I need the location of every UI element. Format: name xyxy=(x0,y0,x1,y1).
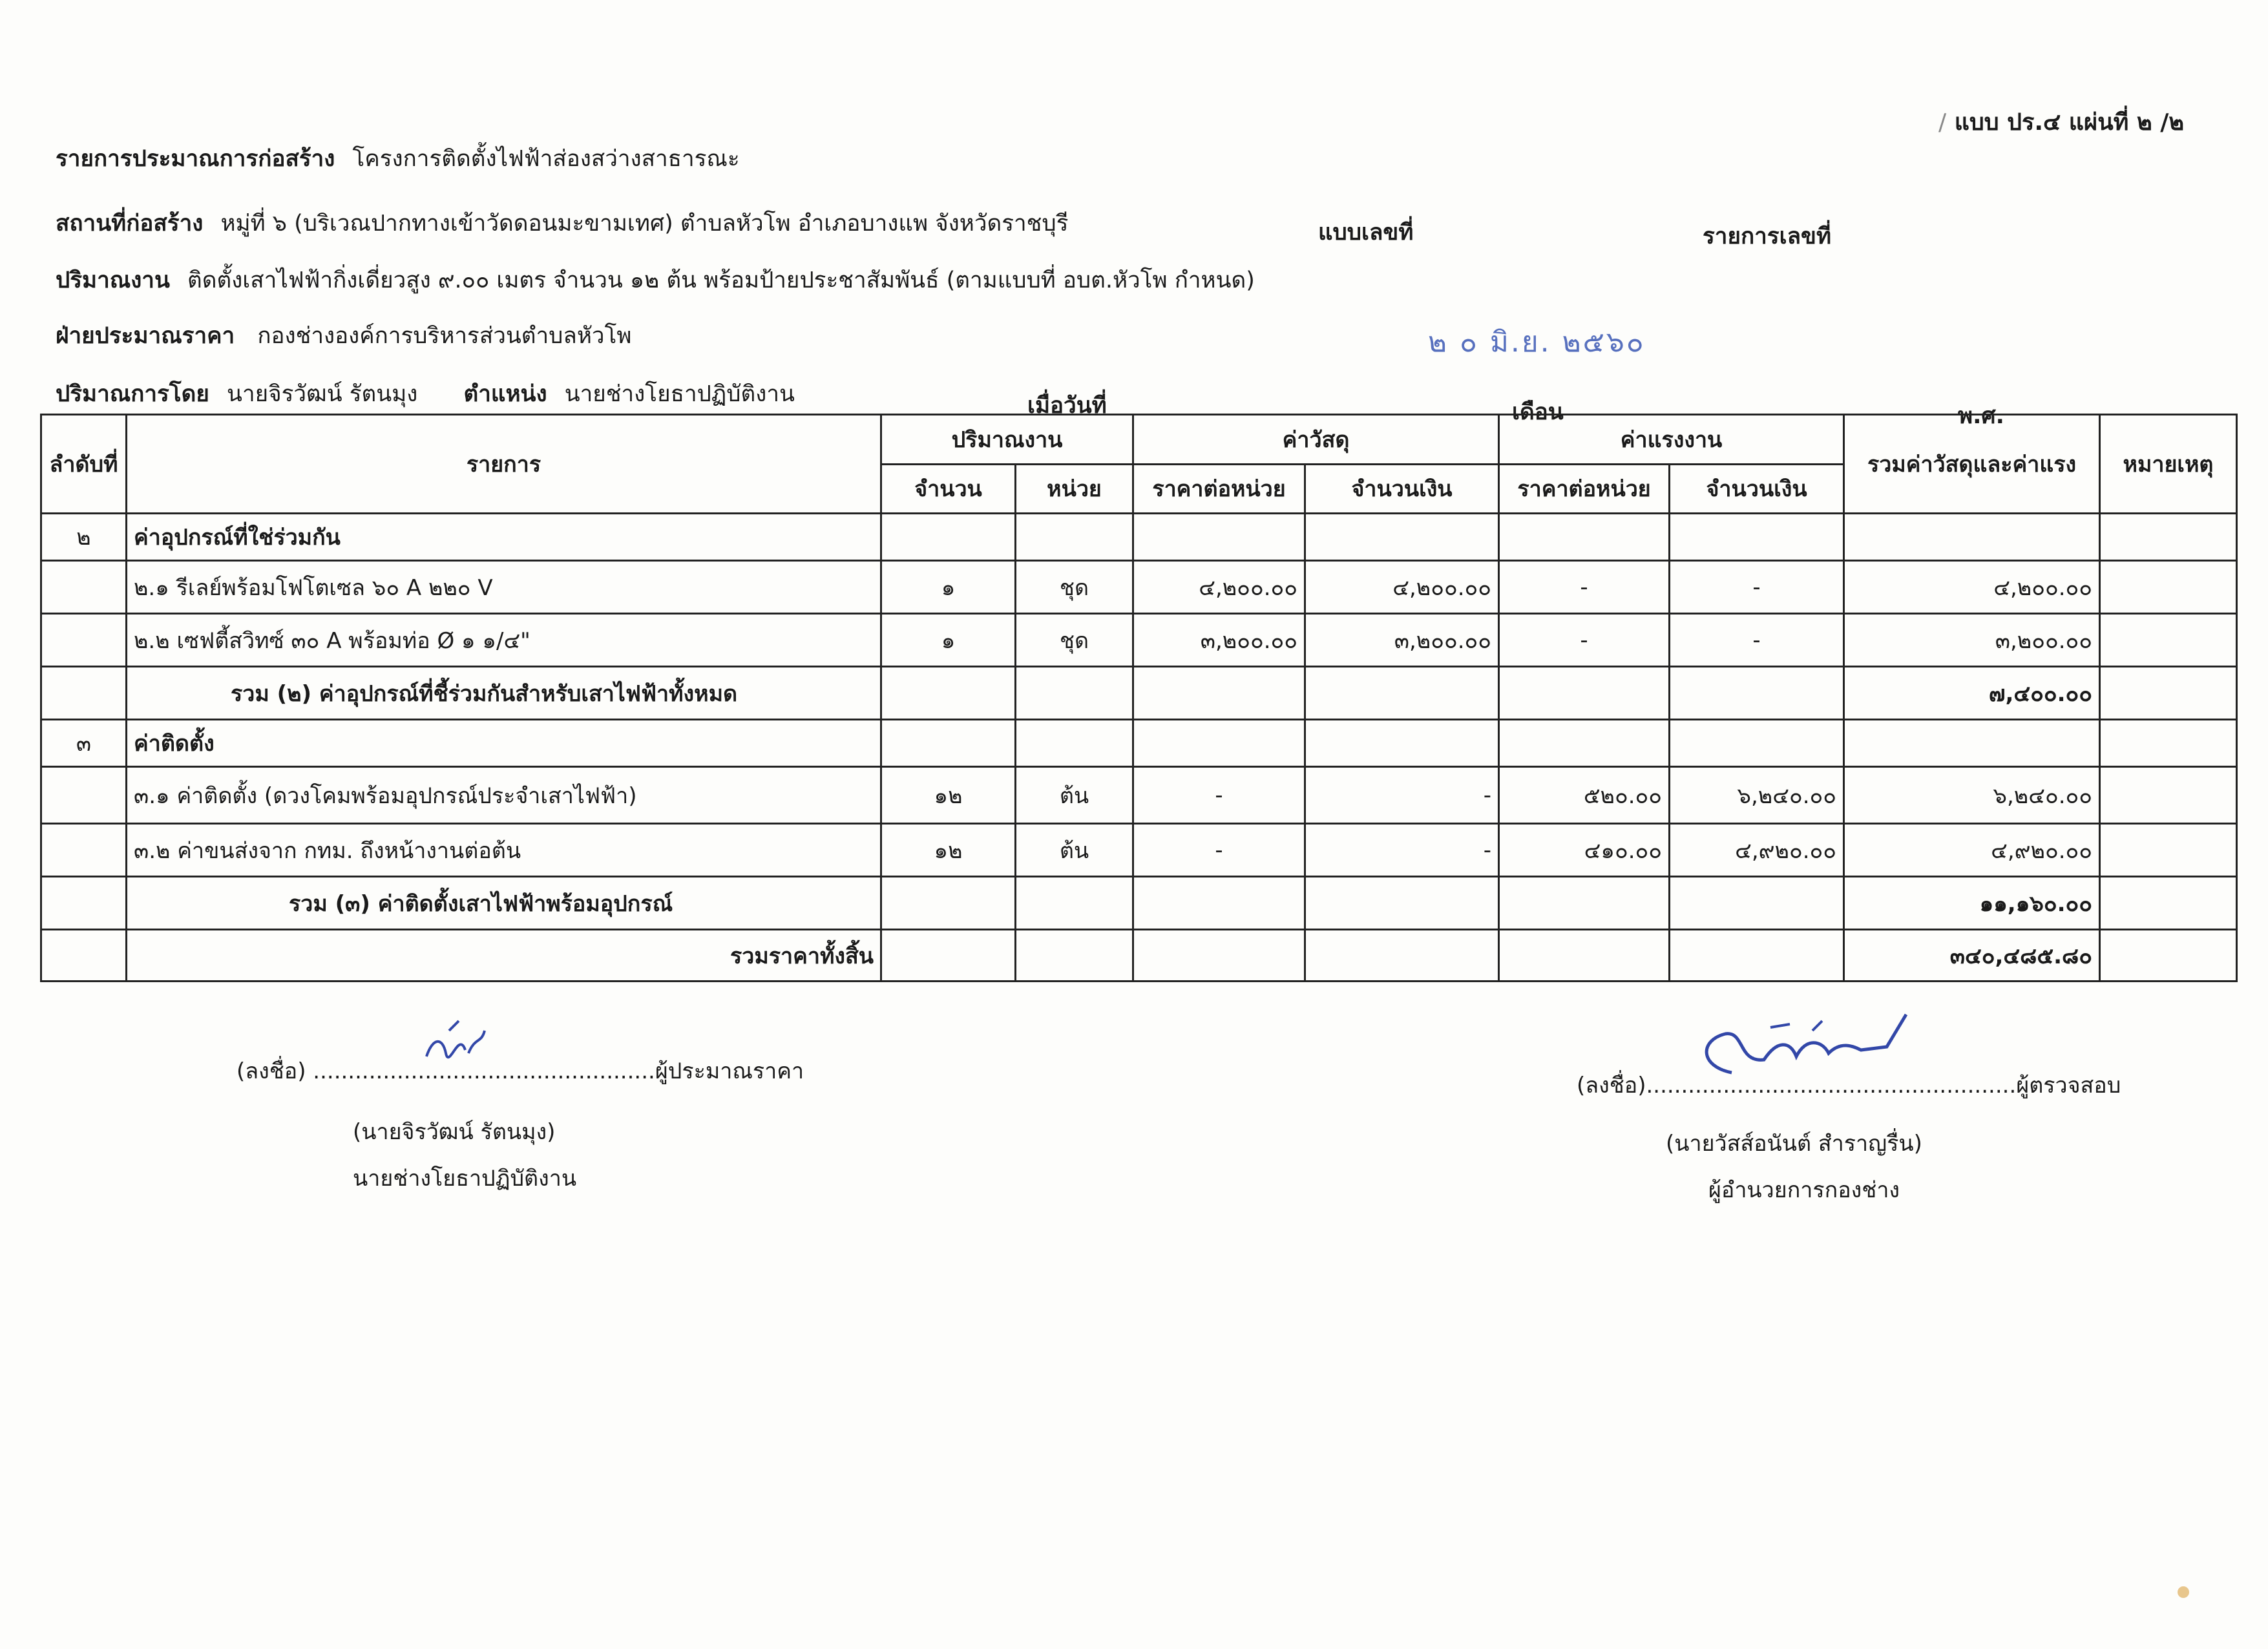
row-remark xyxy=(2100,514,2237,561)
row-unit xyxy=(1016,720,1133,767)
row-seq: ๓ xyxy=(41,720,127,767)
right-signer-position: ผู้อำนวยการกองช่าง xyxy=(1708,1177,1900,1203)
labor-group-header: ค่าแรงงาน xyxy=(1499,415,1844,465)
row-qty xyxy=(881,667,1016,720)
right-sign-role: ผู้ตรวจสอบ xyxy=(2016,1073,2121,1098)
row-mat-amount xyxy=(1305,930,1499,982)
row-total: ๗,๔๐๐.๐๐ xyxy=(1844,667,2100,720)
row-mat-amount: - xyxy=(1305,767,1499,824)
quantity-value: ติดตั้งเสาไฟฟ้ากิ่งเดี่ยวสูง ๙.๐๐ เมตร จำนวน ๑๒ ต้น พร้อมป้ายประชาสัมพันธ์ (ตามแบบที่ อบต.หัวโพ กำหนด) xyxy=(187,268,1255,293)
right-handwritten-signature xyxy=(1693,1002,1913,1086)
project-line xyxy=(56,141,740,176)
row-lab-price: - xyxy=(1499,561,1670,614)
position-label: ตำแหน่ง xyxy=(463,381,547,407)
col-remark-header: หมายเหตุ xyxy=(2100,415,2237,514)
col-unit-header: หน่วย xyxy=(1016,464,1133,514)
estimator-dept-value: กองช่างองค์การบริหารส่วนตำบลหัวโพ xyxy=(257,323,632,349)
site-value: หมู่ที่ ๖ (บริเวณปากทางเข้าวัดดอนมะขามเทศ) ตำบลหัวโพ อำเภอบางแพ จังหวัดราชบุรี xyxy=(220,211,1069,236)
form-code-text: แบบ ปร.๔ แผ่นที่ ๒ /๒ xyxy=(1954,109,2185,136)
row-unit: ต้น xyxy=(1016,824,1133,877)
row-lab-price xyxy=(1499,667,1670,720)
row-qty: ๑ xyxy=(881,614,1016,667)
row-item: รวม (๓) ค่าติดตั้งเสาไฟฟ้าพร้อมอุปกรณ์ xyxy=(127,877,881,930)
row-item: ค่าติดตั้ง xyxy=(127,720,881,767)
left-sign-prefix: (ลงชื่อ) ................................................. xyxy=(236,1058,655,1084)
estimator-dept-line xyxy=(56,318,631,353)
row-total: ๖,๒๔๐.๐๐ xyxy=(1844,767,2100,824)
row-qty xyxy=(881,514,1016,561)
date-stamp: ๒ ๐ มิ.ย. ๒๕๖๐ xyxy=(1428,326,1646,359)
row-seq xyxy=(41,667,127,720)
row-remark xyxy=(2100,614,2237,667)
quantity-line xyxy=(56,262,1255,298)
row-lab-amount: ๔,๙๒๐.๐๐ xyxy=(1670,824,1844,877)
row-total: ๑๑,๑๖๐.๐๐ xyxy=(1844,877,2100,930)
row-item: รวมราคาทั้งสิ้น xyxy=(127,930,881,982)
site-line xyxy=(56,205,1068,241)
row-total: ๓,๒๐๐.๐๐ xyxy=(1844,614,2100,667)
site-label: สถานที่ก่อสร้าง xyxy=(56,211,204,236)
row-unit xyxy=(1016,930,1133,982)
col-mat-price-header: ราคาต่อหน่วย xyxy=(1133,464,1305,514)
row-unit xyxy=(1016,877,1133,930)
row-item: ค่าอุปกรณ์ที่ใช่ร่วมกัน xyxy=(127,514,881,561)
row-remark xyxy=(2100,561,2237,614)
col-lab-price-header: ราคาต่อหน่วย xyxy=(1499,464,1670,514)
row-lab-amount xyxy=(1670,930,1844,982)
row-item: ๓.๒ ค่าขนส่งจาก กทม. ถึงหน้างานต่อต้น xyxy=(127,824,881,877)
col-qty-header: จำนวน xyxy=(881,464,1016,514)
subtotal-row xyxy=(41,667,2237,720)
project-label: รายการประมาณการก่อสร้าง xyxy=(56,146,335,172)
row-seq xyxy=(41,561,127,614)
row-lab-price xyxy=(1499,720,1670,767)
row-lab-price xyxy=(1499,877,1670,930)
right-sign-prefix: (ลงชื่อ)..................................................... xyxy=(1577,1073,2017,1098)
row-qty: ๑ xyxy=(881,561,1016,614)
row-mat-amount xyxy=(1305,514,1499,561)
row-qty: ๑๒ xyxy=(881,767,1016,824)
row-mat-price xyxy=(1133,667,1305,720)
row-total: ๔,๒๐๐.๐๐ xyxy=(1844,561,2100,614)
row-mat-amount xyxy=(1305,720,1499,767)
row-total: ๔,๙๒๐.๐๐ xyxy=(1844,824,2100,877)
row-seq xyxy=(41,877,127,930)
table-row xyxy=(41,514,2237,561)
row-mat-amount xyxy=(1305,667,1499,720)
col-total-header: รวมค่าวัสดุและค่าแรง xyxy=(1844,415,2100,514)
month-label: เดือน xyxy=(1512,399,1564,425)
col-seq-header: ลำดับที่ xyxy=(41,415,127,514)
row-lab-amount xyxy=(1670,667,1844,720)
row-lab-amount: - xyxy=(1670,561,1844,614)
row-mat-price xyxy=(1133,514,1305,561)
row-item: ๒.๒ เซฟตี้สวิทซ์ ๓๐ A พร้อมท่อ Ø ๑ ๑/๔" xyxy=(127,614,881,667)
row-mat-amount xyxy=(1305,877,1499,930)
position-value: นายช่างโยธาปฏิบัติงาน xyxy=(564,381,795,407)
row-mat-price xyxy=(1133,877,1305,930)
pen-mark: / xyxy=(1938,109,1947,136)
row-seq xyxy=(41,614,127,667)
row-mat-amount: ๔,๒๐๐.๐๐ xyxy=(1305,561,1499,614)
quantity-group-header: ปริมาณงาน xyxy=(881,415,1133,465)
row-unit: ชุด xyxy=(1016,561,1133,614)
row-item: ๓.๑ ค่าติดตั้ง (ดวงโคมพร้อมอุปกรณ์ประจำเสาไฟฟ้า) xyxy=(127,767,881,824)
row-remark xyxy=(2100,767,2237,824)
subtotal-row xyxy=(41,877,2237,930)
row-mat-price: - xyxy=(1133,824,1305,877)
estimated-by-label: ปริมาณการโดย xyxy=(56,381,209,407)
col-lab-amount-header: จำนวนเงิน xyxy=(1670,464,1844,514)
col-mat-amount-header: จำนวนเงิน xyxy=(1305,464,1499,514)
row-qty: ๑๒ xyxy=(881,824,1016,877)
item-no-label: รายการเลขที่ xyxy=(1703,224,1832,249)
table-row xyxy=(41,720,2237,767)
row-mat-price xyxy=(1133,720,1305,767)
row-seq: ๒ xyxy=(41,514,127,561)
row-total xyxy=(1844,514,2100,561)
quantity-label: ปริมาณงาน xyxy=(56,268,170,293)
left-signer-name: (นายจิรวัฒน์ รัตนมุง) xyxy=(353,1119,556,1145)
estimated-by-value: นายจิรวัฒน์ รัตนมุง xyxy=(227,381,418,407)
row-lab-amount xyxy=(1670,514,1844,561)
left-sign-role: ผู้ประมาณราคา xyxy=(655,1058,804,1084)
row-unit xyxy=(1016,667,1133,720)
row-seq xyxy=(41,930,127,982)
row-qty xyxy=(881,720,1016,767)
row-seq xyxy=(41,824,127,877)
estimate-grid xyxy=(40,414,2238,982)
estimate-table xyxy=(40,414,2237,982)
estimator-dept-label: ฝ่ายประมาณราคา xyxy=(56,323,235,349)
table-row xyxy=(41,767,2237,824)
row-mat-price xyxy=(1133,930,1305,982)
table-row xyxy=(41,824,2237,877)
row-mat-price: ๓,๒๐๐.๐๐ xyxy=(1133,614,1305,667)
plan-no-label: แบบเลขที่ xyxy=(1318,220,1414,246)
row-seq xyxy=(41,767,127,824)
form-code xyxy=(1938,103,2184,140)
row-lab-price: ๕๒๐.๐๐ xyxy=(1499,767,1670,824)
row-unit: ต้น xyxy=(1016,767,1133,824)
col-item-header: รายการ xyxy=(127,415,881,514)
scan-dot xyxy=(2178,1586,2189,1598)
date-label: เมื่อวันที่ xyxy=(1027,393,1107,419)
row-item: รวม (๒) ค่าอุปกรณ์ที่ชี้ร่วมกันสำหรับเสาไฟฟ้าทั้งหมด xyxy=(127,667,881,720)
row-unit xyxy=(1016,514,1133,561)
project-value: โครงการติดตั้งไฟฟ้าส่องสว่างสาธารณะ xyxy=(352,146,740,172)
row-mat-price: - xyxy=(1133,767,1305,824)
row-item: ๒.๑ รีเลย์พร้อมโฟโตเซล ๖๐ A ๒๒๐ V xyxy=(127,561,881,614)
row-lab-price xyxy=(1499,514,1670,561)
row-lab-amount: - xyxy=(1670,614,1844,667)
row-remark xyxy=(2100,667,2237,720)
row-mat-amount: ๓,๒๐๐.๐๐ xyxy=(1305,614,1499,667)
year-label: พ.ศ. xyxy=(1958,403,2004,429)
row-qty xyxy=(881,930,1016,982)
row-unit: ชุด xyxy=(1016,614,1133,667)
estimated-by-line xyxy=(56,376,795,412)
row-remark xyxy=(2100,824,2237,877)
row-mat-price: ๔,๒๐๐.๐๐ xyxy=(1133,561,1305,614)
row-lab-price xyxy=(1499,930,1670,982)
row-mat-amount: - xyxy=(1305,824,1499,877)
row-lab-price: - xyxy=(1499,614,1670,667)
table-row xyxy=(41,561,2237,614)
right-signer-name: (นายวัสส์อนันต์ สำราญรื่น) xyxy=(1666,1131,1922,1157)
grand-total-row xyxy=(41,930,2237,982)
row-remark xyxy=(2100,930,2237,982)
left-signature-line xyxy=(236,1053,804,1088)
row-lab-amount: ๖,๒๔๐.๐๐ xyxy=(1670,767,1844,824)
row-qty xyxy=(881,877,1016,930)
row-total xyxy=(1844,720,2100,767)
table-row xyxy=(41,614,2237,667)
row-remark xyxy=(2100,877,2237,930)
row-lab-price: ๔๑๐.๐๐ xyxy=(1499,824,1670,877)
row-lab-amount xyxy=(1670,877,1844,930)
row-lab-amount xyxy=(1670,720,1844,767)
row-remark xyxy=(2100,720,2237,767)
row-total: ๓๔๐,๔๘๕.๘๐ xyxy=(1844,930,2100,982)
left-handwritten-signature xyxy=(420,1018,491,1069)
material-group-header: ค่าวัสดุ xyxy=(1133,415,1499,465)
left-signer-position: นายช่างโยธาปฏิบัติงาน xyxy=(353,1166,577,1192)
